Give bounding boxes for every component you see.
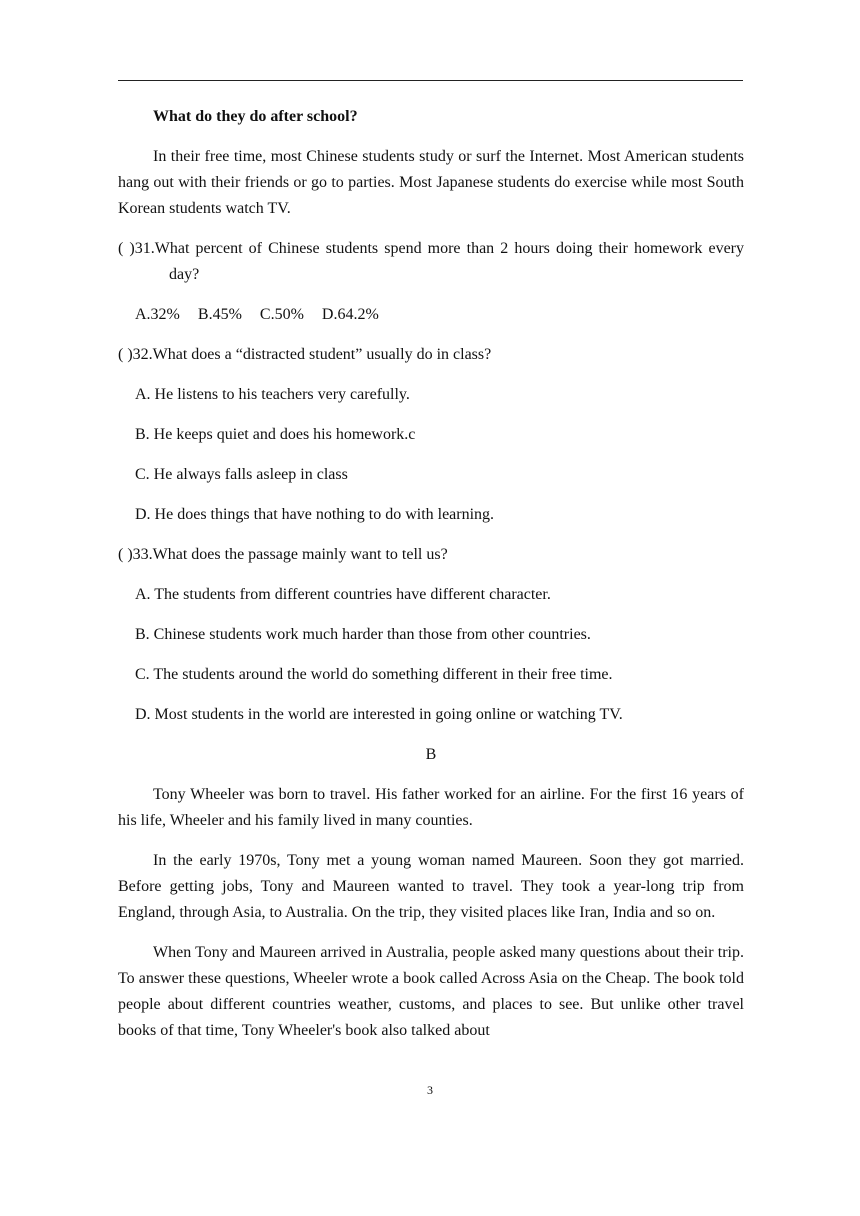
option-a: A.32% [135,306,180,323]
question-32-option-a: A. He listens to his teachers very carefully. [135,386,410,403]
question-32: ( )32.What does a “distracted student” usually do in class? [118,346,492,363]
passage-b-paragraph-2: In the early 1970s, Tony met a young woman named Maureen. Soon they got married. Before getting jobs, Tony and Maureen wanted to travel. They took a year-long trip from England, through Asia, to Australia. On the trip, they visited places like Iran, India and so on. [118,852,744,921]
passage-b-paragraph-1: Tony Wheeler was born to travel. His father worked for an airline. For the first 16 years of his life, Wheeler and his family lived in many counties. [118,786,744,829]
question-33-option-b: B. Chinese students work much harder than those from other countries. [135,626,591,643]
intro-paragraph: In their free time, most Chinese students study or surf the Internet. Most American students hang out with their friends or go to parties. Most Japanese students do exercise while most South Korean students watch TV. [118,148,744,217]
page-number: 3 [427,1083,433,1097]
question-33-option-a: A. The students from different countries have different character. [135,586,551,603]
question-31: ( )31.What percent of Chinese students spend more than 2 hours doing their homework every day? [118,240,744,283]
passage-b-paragraph-3: When Tony and Maureen arrived in Australia, people asked many questions about their trip. To answer these questions, Wheeler wrote a book called Across Asia on the Cheap. The book told people about different countries weather, customs, and places to see. But unlike other travel books of that time, Tony Wheeler's book also talked about [118,944,744,1039]
question-31-options [118,302,744,328]
section-b-label: B [425,746,437,763]
option-b: B.45% [197,306,242,323]
option-d: D.64.2% [321,306,379,323]
question-32-option-b: B. He keeps quiet and does his homework.c [135,426,416,443]
question-32-option-c: C. He always falls asleep in class [135,466,348,483]
question-33-option-d: D. Most students in the world are interested in going online or watching TV. [135,706,623,723]
document-body [118,104,744,1058]
question-33-option-c: C. The students around the world do something different in their free time. [135,666,613,683]
question-33: ( )33.What does the passage mainly want to tell us? [118,546,448,563]
question-32-option-d: D. He does things that have nothing to do with learning. [135,506,495,523]
option-c: C.50% [259,306,304,323]
section-heading: What do they do after school? [153,108,358,125]
header-rule [118,80,743,81]
